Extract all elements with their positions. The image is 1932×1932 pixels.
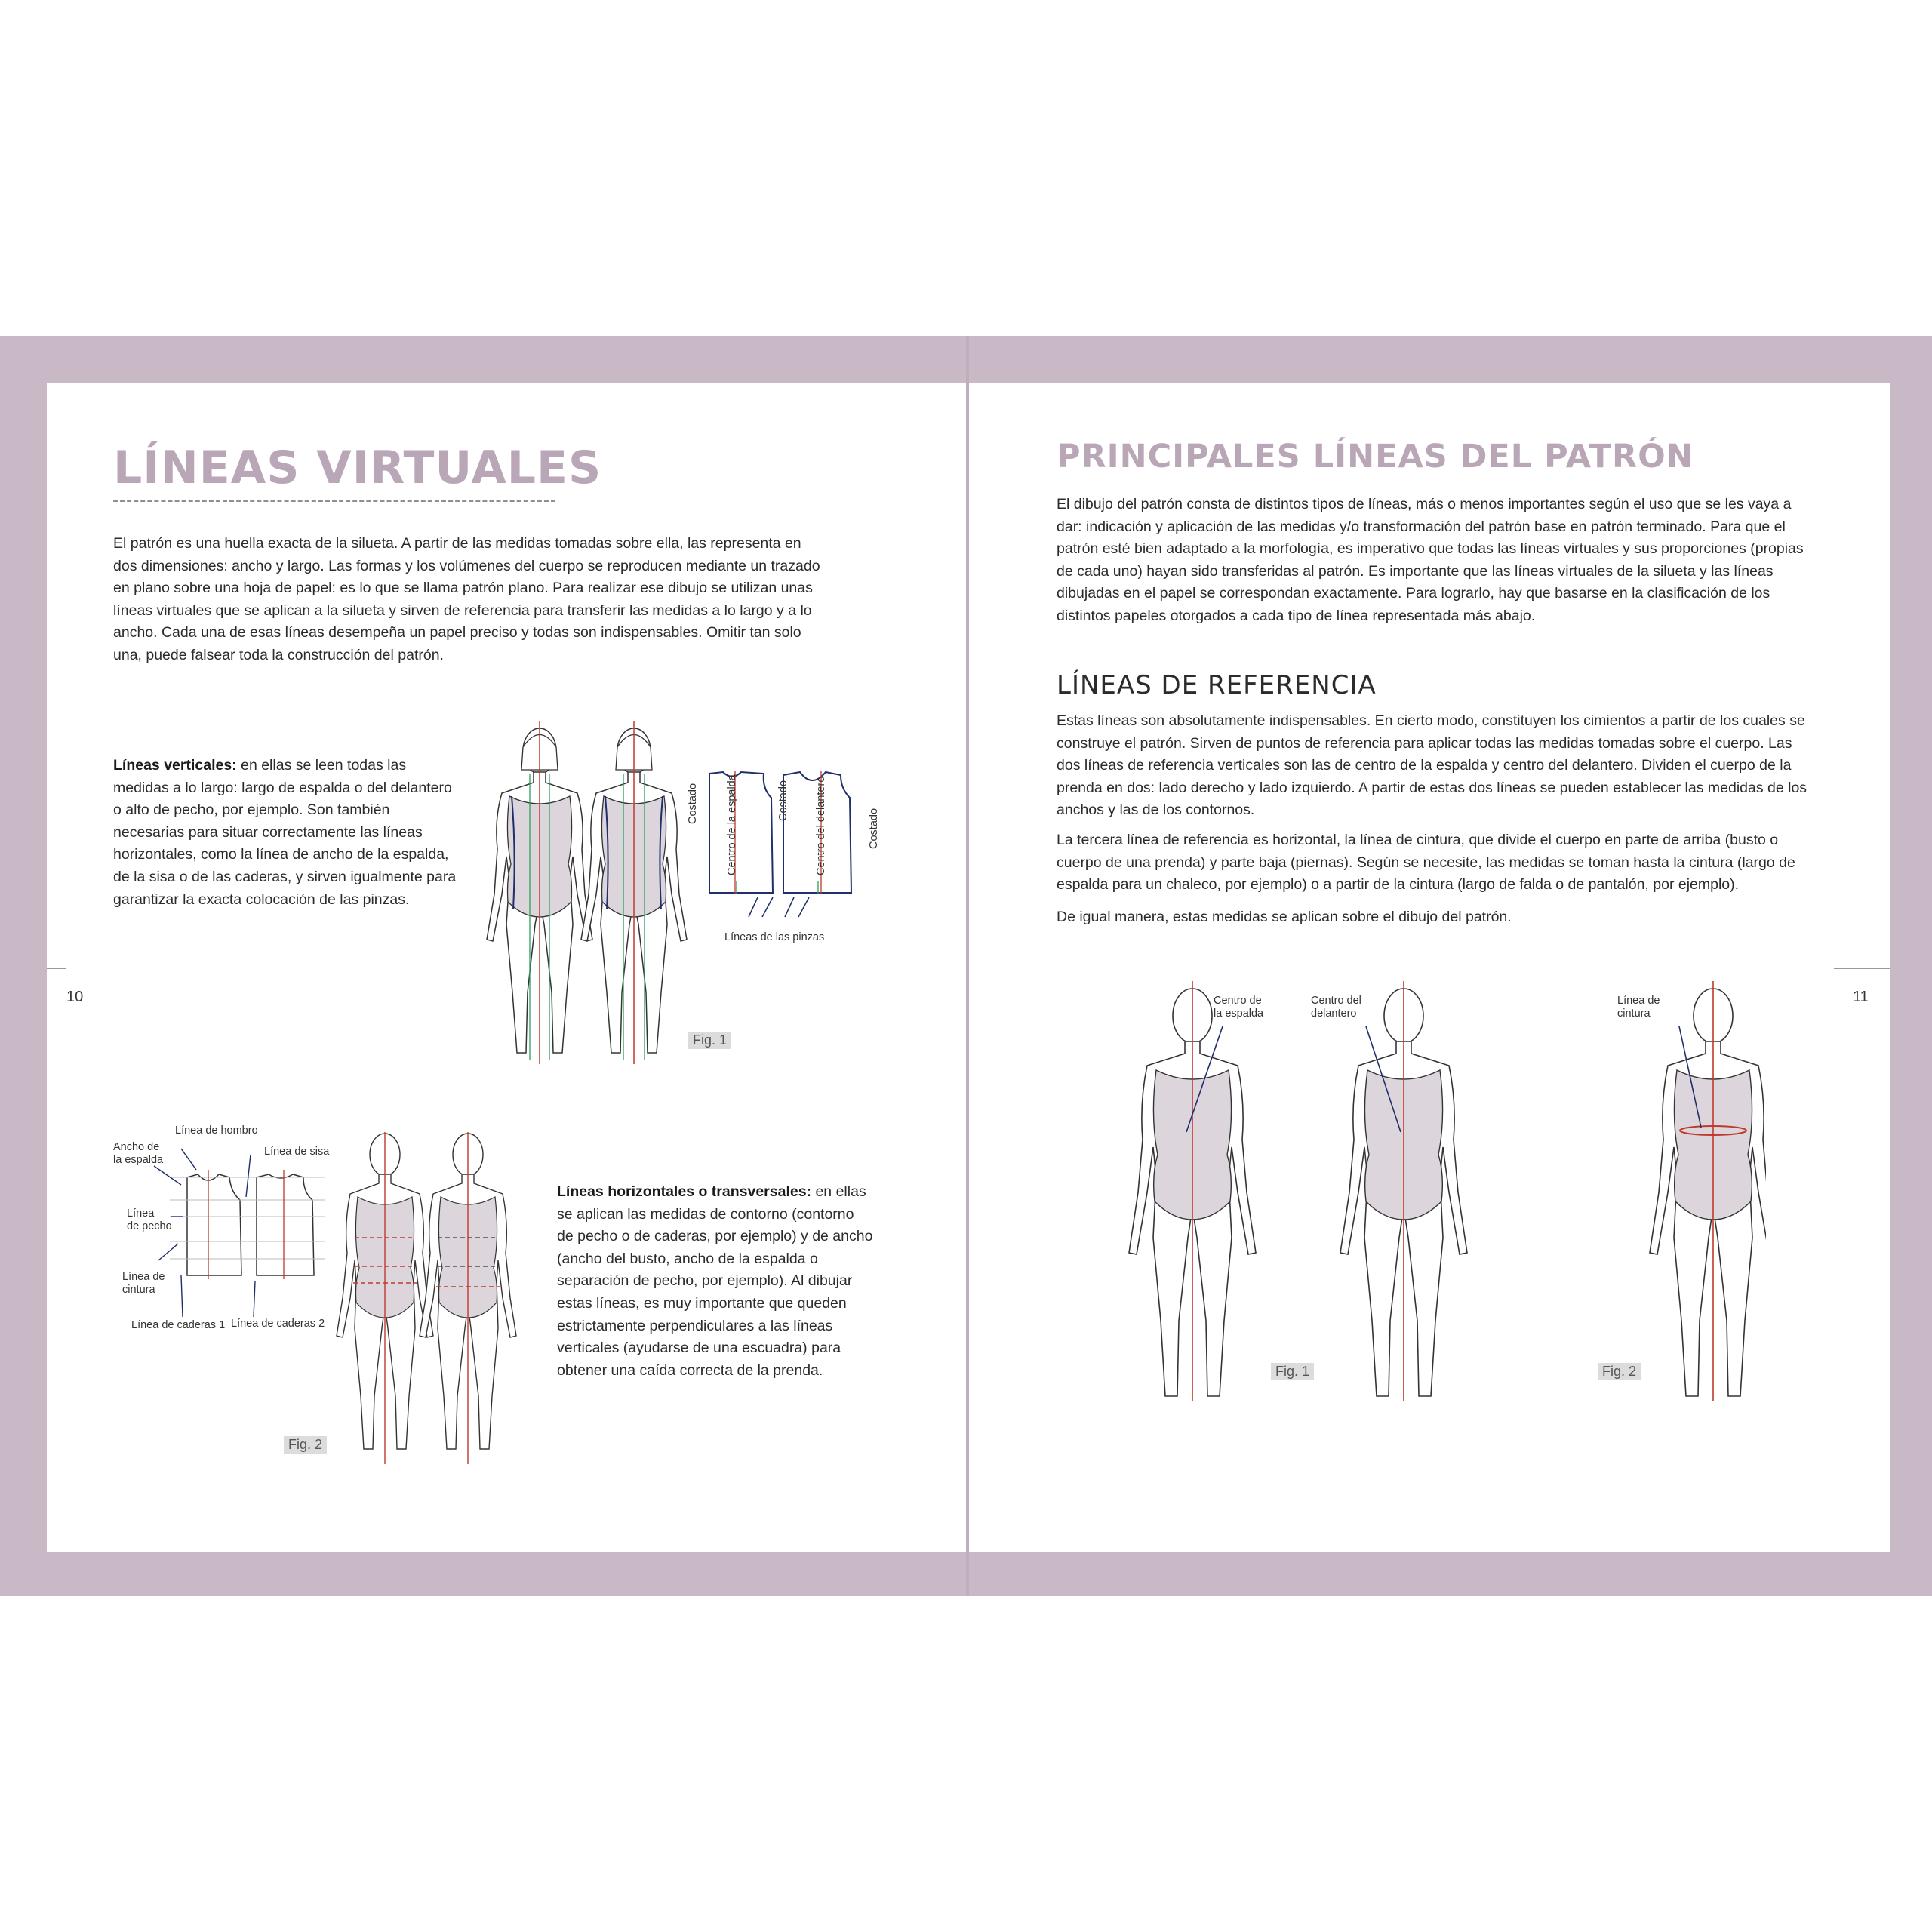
left-margin-rule xyxy=(47,968,66,969)
left-fig2-illustration xyxy=(106,1124,521,1472)
rfig2-cintura-label xyxy=(1617,995,1660,1020)
fig2-pecho-line2: de pecho xyxy=(127,1220,172,1232)
fig1-centro-delantero xyxy=(815,777,828,875)
left-fig2-tag: Fig. 2 xyxy=(284,1436,327,1454)
fig2-cintura-label xyxy=(122,1271,165,1297)
fig2-ancho-espalda-line1: Ancho de xyxy=(113,1141,160,1153)
fig1-costado-b-text: Costado xyxy=(777,780,789,821)
right-para-1: El dibujo del patrón consta de distintos tipos de líneas, más o menos importantes según el uso que se les vaya a dar: indicación y aplicación de las medidas y/o transformación del patrón base en patrón terminado. Para que el patrón esté bien adaptado a la morfología, es imperativo que todas las líneas virtuales y sus proporciones (propias de cada uno) hayan sido transferidas al patrón. Es importante que las líneas virtuales de la silueta y las líneas dibujadas en el papel se correspondan exactamente. Para lograrlo, hay que basarse en la clasificación de los distintos papeles otorgados a cada tipo de línea representada más abajo. xyxy=(1057,496,1804,624)
horizontal-lines-paragraph xyxy=(557,1181,874,1382)
fig1-costado-b xyxy=(777,780,790,821)
fig2-cintura-line1: Línea de xyxy=(122,1271,165,1283)
book-gutter xyxy=(966,336,969,1596)
fig1-costado-a-text: Costado xyxy=(687,783,699,824)
left-page-number: 10 xyxy=(66,989,84,1005)
fig2-caderas1-label: Línea de caderas 1 xyxy=(131,1319,226,1331)
fig1-costado-a xyxy=(687,783,700,824)
fig2-pecho-label xyxy=(127,1208,172,1233)
rfig2-cintura-line1: Línea de xyxy=(1617,995,1660,1007)
right-figures-illustration xyxy=(1117,981,1766,1404)
vertical-lines-paragraph xyxy=(113,755,460,911)
right-fig2-tag: Fig. 2 xyxy=(1598,1363,1641,1380)
right-subtitle: LÍNEAS DE REFERENCIA xyxy=(1057,670,1377,700)
fig1-costado-c-text: Costado xyxy=(868,808,880,849)
fig2-ancho-espalda-label xyxy=(113,1141,163,1167)
fig1-costado-c xyxy=(868,808,881,849)
left-page-title: LÍNEAS VIRTUALES xyxy=(113,441,602,494)
fig1-pinzas-label: Líneas de las pinzas xyxy=(724,931,825,943)
fig1-centro-espalda xyxy=(726,774,739,875)
right-page-title: PRINCIPALES LÍNEAS DEL PATRÓN xyxy=(1057,438,1694,475)
right-para-3: La tercera línea de referencia es horizontal, la línea de cintura, que divide el cuerpo en parte de arriba (busto o cuerpo de una prenda) y parte baja (piernas). Según se necesite, las medidas se toman hasta la cintura (largo de espalda para un chaleco, por ejemplo) o a partir de la cintura (largo de falda o de pantalón, por ejemplo). xyxy=(1057,832,1795,894)
horizontal-lines-lead: Líneas horizontales o transversales: xyxy=(557,1183,812,1200)
fig2-ancho-espalda-line2: la espalda xyxy=(113,1154,164,1166)
right-margin-rule xyxy=(1834,968,1890,969)
left-fig1-tag: Fig. 1 xyxy=(688,1032,731,1049)
right-fig1-tag: Fig. 1 xyxy=(1271,1363,1314,1380)
fig1-centro-espalda-text: Centro de la espalda xyxy=(726,774,738,875)
vertical-lines-lead: Líneas verticales: xyxy=(113,757,237,774)
title-dashed-rule xyxy=(113,500,555,502)
rfig1-espalda-label xyxy=(1214,995,1263,1020)
intro-paragraph: El patrón es una huella exacta de la silueta. A partir de las medidas tomadas sobre ella, las representa en dos dimensiones: ancho y largo. Las formas y los volúmenes del cuerpo se reproducen mediante un trazado en plano sobre una hoja de papel: es lo que se llama patrón plano. Para realizar ese dibujo se utilizan unas líneas virtuales que se aplican a la silueta y sirven de referencia para transferir las medidas a lo largo y a lo ancho. Cada una de esas líneas desempeña un papel preciso y todas son indispensables. Omitir tan solo una, puede falsear toda la construcción del patrón. xyxy=(113,535,820,663)
vertical-lines-text: en ellas se leen todas las medidas a lo largo: largo de espalda o del delantero o alto de pecho, por ejemplo. Son también necesarias para situar correctamente las líneas horizontales, como la línea de ancho de la espalda, de la sisa o de las caderas, y sirven igualmente para garantizar la exacta colocación de las pinzas. xyxy=(113,757,457,908)
fig1-centro-delantero-text: Centro del delantero xyxy=(815,776,827,875)
rfig1-delantero-line2: delantero xyxy=(1311,1008,1357,1020)
fig2-caderas2-label: Línea de caderas 2 xyxy=(231,1318,325,1330)
rfig2-cintura-line2: cintura xyxy=(1617,1008,1651,1020)
rfig1-delantero-label xyxy=(1311,995,1361,1020)
left-fig1-illustration xyxy=(483,713,891,1068)
rfig1-espalda-line1: Centro de xyxy=(1214,995,1262,1007)
rfig1-delantero-line1: Centro del xyxy=(1311,995,1361,1007)
right-para-2: Estas líneas son absolutamente indispensables. En cierto modo, constituyen los cimientos a partir de los cuales se construye el patrón. Sirven de puntos de referencia para aplicar todas las medidas tomadas sobre el cuerpo. Las dos líneas de referencia verticales son las de centro de la espalda y centro del delantero. Dividen el cuerpo de la prenda en dos: lado derecho y lado izquierdo. A partir de estas dos líneas se pueden establecer las medidas de los anchos y las de los contornos. xyxy=(1057,712,1807,819)
fig2-sisa-label: Línea de sisa xyxy=(264,1146,330,1158)
fig2-pecho-line1: Línea xyxy=(127,1208,155,1220)
fig2-cintura-line2: cintura xyxy=(122,1284,155,1296)
fig2-hombro-label: Línea de hombro xyxy=(175,1124,258,1137)
right-para-4: De igual manera, estas medidas se aplican sobre el dibujo del patrón. xyxy=(1057,909,1512,925)
right-page-number: 11 xyxy=(1853,989,1869,1005)
rfig1-espalda-line2: la espalda xyxy=(1214,1008,1264,1020)
horizontal-lines-text: en ellas se aplican las medidas de contorno (contorno de pecho o de caderas, por ejemplo) y de ancho (ancho del busto, ancho de la espalda o separación de pecho, por ejemplo). Al dibujar estas líneas, es muy importante que queden estrictamente perpendiculares a las líneas verticales (ayudarse de una escuadra) para obtener una caída correcta de la prenda. xyxy=(557,1183,873,1379)
